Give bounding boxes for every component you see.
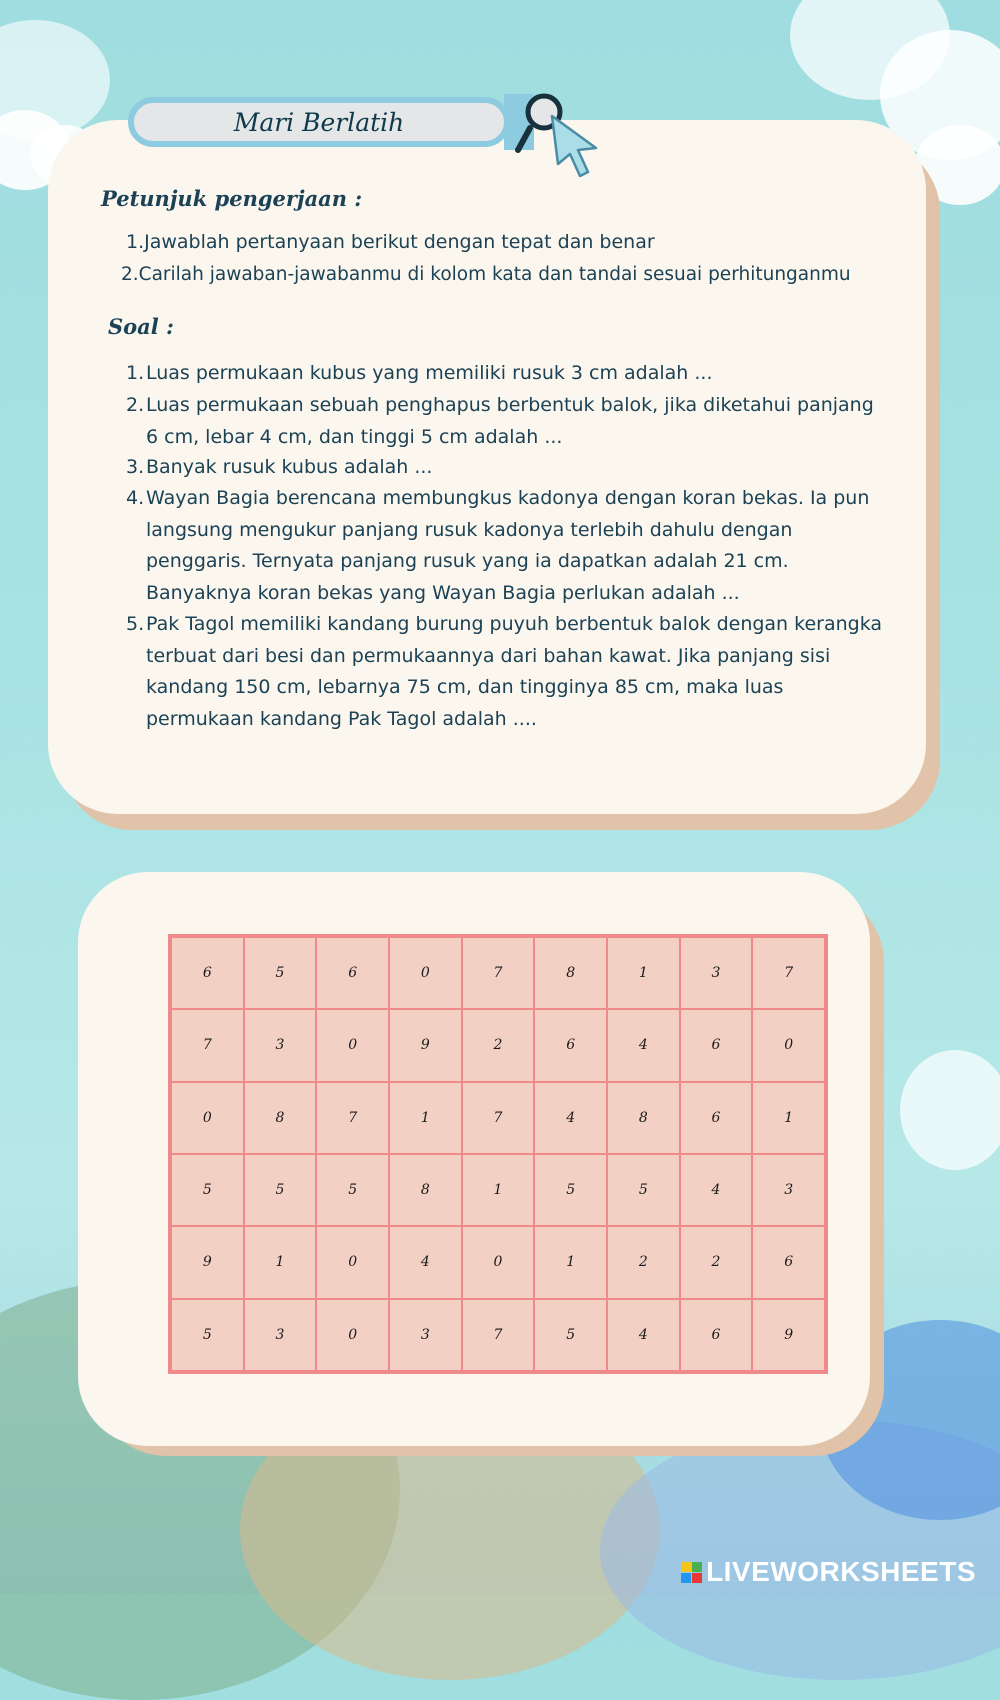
question-number: 4. — [126, 487, 145, 509]
grid-cell[interactable]: 9 — [389, 1009, 462, 1081]
grid-cell[interactable]: 1 — [607, 937, 680, 1009]
grid-cell[interactable]: 0 — [462, 1226, 535, 1298]
question-number: 1. — [126, 362, 145, 384]
question-text: Wayan Bagia berencana membungkus kadonya dengan koran bekas. Ia pun langsung mengukur panjang rusuk kadonya terlebih dahulu dengan penggaris. Ternyata panjang rusuk yang ia dapatkan adalah 21 cm. Banyaknya koran bekas yang Wayan Bagia perlukan adalah ... — [146, 487, 870, 604]
grid-cell[interactable]: 8 — [534, 937, 607, 1009]
grid-cell[interactable]: 0 — [316, 1299, 389, 1371]
grid-cell[interactable]: 6 — [752, 1226, 825, 1298]
question-item — [126, 358, 886, 390]
magnifier-cursor-icon — [500, 88, 610, 180]
grid-cell[interactable]: 3 — [389, 1299, 462, 1371]
question-number: 2. — [126, 394, 145, 416]
grid-cell[interactable]: 5 — [244, 1154, 317, 1226]
grid-cell[interactable]: 7 — [462, 937, 535, 1009]
question-item — [126, 390, 886, 453]
logo-text: LIVEWORKSHEETS — [706, 1556, 976, 1587]
grid-cell[interactable]: 0 — [171, 1082, 244, 1154]
question-text: Banyak rusuk kubus adalah ... — [146, 456, 433, 478]
question-text: Luas permukaan sebuah penghapus berbentuk balok, jika diketahui panjang 6 cm, lebar 4 cm, dan tinggi 5 cm adalah ... — [146, 394, 874, 448]
question-text: Pak Tagol memiliki kandang burung puyuh berbentuk balok dengan kerangka terbuat dari besi dan permukaannya dari bahan kawat. Jika panjang sisi kandang 150 cm, lebarnya 75 cm, dan tingginya 85 cm, maka luas permukaan kandang Pak Tagol adalah .... — [146, 613, 883, 730]
grid-cell[interactable]: 9 — [171, 1226, 244, 1298]
grid-cell[interactable]: 0 — [389, 937, 462, 1009]
grid-cell[interactable]: 0 — [316, 1226, 389, 1298]
grid-cell[interactable]: 2 — [680, 1226, 753, 1298]
grid-cell[interactable]: 5 — [534, 1299, 607, 1371]
grid-cell[interactable]: 4 — [607, 1009, 680, 1081]
instructions-heading: Petunjuk pengerjaan : — [101, 186, 363, 211]
question-item — [126, 609, 886, 735]
question-number: 5. — [126, 613, 145, 635]
questions-heading: Soal : — [108, 314, 174, 339]
grid-cell[interactable]: 5 — [607, 1154, 680, 1226]
grid-cell[interactable]: 7 — [316, 1082, 389, 1154]
grid-cell[interactable]: 5 — [244, 937, 317, 1009]
cloud-decoration — [900, 1050, 1000, 1170]
page-title: Mari Berlatih — [233, 107, 405, 137]
grid-cell[interactable]: 6 — [316, 937, 389, 1009]
question-text: Luas permukaan kubus yang memiliki rusuk 3 cm adalah ... — [146, 362, 713, 384]
grid-cell[interactable]: 8 — [244, 1082, 317, 1154]
grid-cell[interactable]: 7 — [462, 1299, 535, 1371]
grid-cell[interactable]: 6 — [680, 1299, 753, 1371]
question-item — [126, 452, 886, 484]
grid-cell[interactable]: 7 — [171, 1009, 244, 1081]
grid-cell[interactable]: 7 — [462, 1082, 535, 1154]
grid-cell[interactable]: 3 — [244, 1009, 317, 1081]
logo-icon — [681, 1562, 702, 1583]
instruction-item: 1.Jawablah pertanyaan berikut dengan tepat dan benar — [126, 231, 655, 253]
grid-cell[interactable]: 6 — [680, 1009, 753, 1081]
grid-cell[interactable]: 7 — [752, 937, 825, 1009]
grid-cell[interactable]: 6 — [534, 1009, 607, 1081]
grid-cell[interactable]: 1 — [462, 1154, 535, 1226]
title-banner — [128, 97, 510, 147]
grid-cell[interactable]: 0 — [752, 1009, 825, 1081]
grid-cell[interactable]: 0 — [316, 1009, 389, 1081]
grid-cell[interactable]: 4 — [389, 1226, 462, 1298]
grid-cell[interactable]: 2 — [462, 1009, 535, 1081]
grid-cell[interactable]: 5 — [171, 1154, 244, 1226]
grid-cell[interactable]: 5 — [316, 1154, 389, 1226]
grid-cell[interactable]: 4 — [534, 1082, 607, 1154]
instruction-item: 2.Carilah jawaban-jawabanmu di kolom kata dan tandai sesuai perhitunganmu — [121, 264, 851, 285]
grid-cell[interactable]: 8 — [607, 1082, 680, 1154]
number-search-grid — [168, 934, 828, 1374]
grid-cell[interactable]: 9 — [752, 1299, 825, 1371]
grid-cell[interactable]: 8 — [389, 1154, 462, 1226]
question-item — [126, 483, 886, 609]
grid-cell[interactable]: 1 — [752, 1082, 825, 1154]
grid-cell[interactable]: 4 — [607, 1299, 680, 1371]
liveworksheets-logo — [681, 1556, 976, 1588]
grid-cell[interactable]: 3 — [752, 1154, 825, 1226]
grid-cell[interactable]: 3 — [244, 1299, 317, 1371]
question-number: 3. — [126, 456, 145, 478]
grid-cell[interactable]: 2 — [607, 1226, 680, 1298]
grid-cell[interactable]: 1 — [244, 1226, 317, 1298]
grid-cell[interactable]: 1 — [389, 1082, 462, 1154]
grid-cell[interactable]: 4 — [680, 1154, 753, 1226]
grid-cell[interactable]: 5 — [171, 1299, 244, 1371]
grid-cell[interactable]: 6 — [171, 937, 244, 1009]
grid-cell[interactable]: 5 — [534, 1154, 607, 1226]
grid-cell[interactable]: 1 — [534, 1226, 607, 1298]
grid-cell[interactable]: 3 — [680, 937, 753, 1009]
grid-cell[interactable]: 6 — [680, 1082, 753, 1154]
